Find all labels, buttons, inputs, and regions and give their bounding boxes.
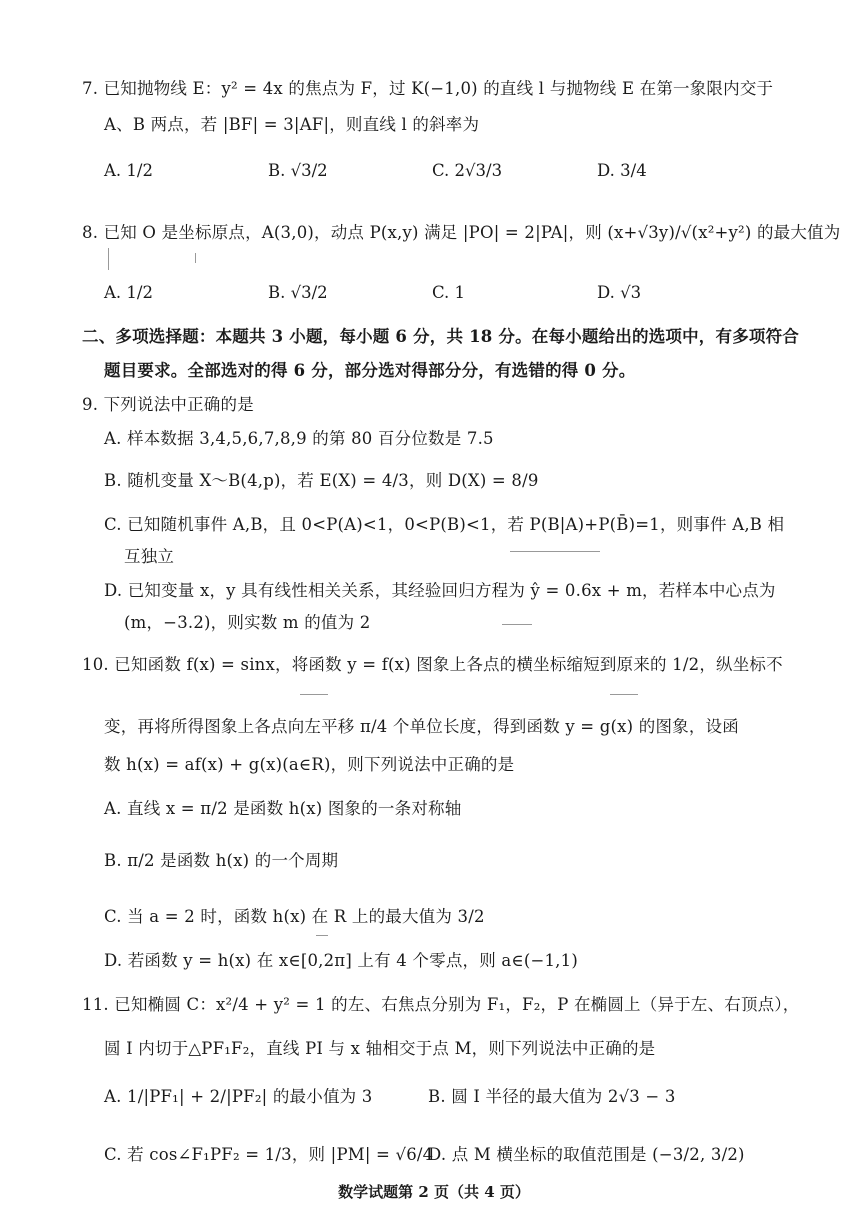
- q8-stem: 8. 已知 O 是坐标原点，A(3,0)，动点 P(x,y) 满足 |PO| = 2|PA|，则 (x+√3y)/√(x²+y²) 的最大值为: [82, 223, 841, 242]
- q7-stem-line2: A、B 两点，若 |BF| = 3|AF|，则直线 l 的斜率为: [104, 115, 480, 134]
- q9-option-c-line2: 互独立: [124, 547, 175, 566]
- q8-option-d: D. √3: [597, 283, 642, 302]
- q7-option-a: A. 1/2: [104, 161, 153, 180]
- q7-stem-line1: 7. 已知抛物线 E：y² = 4x 的焦点为 F，过 K(−1,0) 的直线 l 与抛物线 E 在第一象限内交于: [82, 79, 774, 98]
- q11-option-c: C. 若 cos∠F₁PF₂ = 1/3，则 |PM| = √6/4: [104, 1145, 434, 1164]
- q11-stem-line2: 圆 I 内切于△PF₁F₂，直线 PI 与 x 轴相交于点 M，则下列说法中正确的是: [104, 1039, 656, 1058]
- q7-option-b: B. √3/2: [268, 161, 328, 180]
- q9-option-d-line1: D. 已知变量 x，y 具有线性相关关系，其经验回归方程为 ŷ = 0.6x + m，若样本中心点为: [104, 581, 776, 600]
- scan-mark: [316, 935, 328, 936]
- scan-mark: [610, 694, 638, 695]
- q10-option-a: A. 直线 x = π/2 是函数 h(x) 图象的一条对称轴: [104, 799, 462, 818]
- q10-stem-line1: 10. 已知函数 f(x) = sinx，将函数 y = f(x) 图象上各点的横坐标缩短到原来的 1/2，纵坐标不: [82, 655, 783, 674]
- q8-option-b: B. √3/2: [268, 283, 328, 302]
- scan-mark: [108, 248, 109, 270]
- scan-mark: [502, 624, 532, 625]
- section-heading-line2: 题目要求。全部选对的得 6 分，部分选对得部分分，有选错的得 0 分。: [104, 361, 636, 380]
- q9-option-c-line1: C. 已知随机事件 A,B，且 0<P(A)<1，0<P(B)<1，若 P(B|A)+P(B̄)=1，则事件 A,B 相: [104, 515, 785, 534]
- q10-stem-line2: 变，再将所得图象上各点向左平移 π/4 个单位长度，得到函数 y = g(x) 的图象，设函: [104, 717, 739, 736]
- q11-option-b: B. 圆 I 半径的最大值为 2√3 − 3: [428, 1087, 676, 1106]
- q10-stem-line3: 数 h(x) = af(x) + g(x)(a∈R)，则下列说法中正确的是: [104, 755, 515, 774]
- q7-option-c: C. 2√3/3: [432, 161, 503, 180]
- q11-stem-line1: 11. 已知椭圆 C：x²/4 + y² = 1 的左、右焦点分别为 F₁，F₂，P 在椭圆上（异于左、右顶点），: [82, 995, 800, 1014]
- q9-option-d-line2: (m，−3.2)，则实数 m 的值为 2: [124, 613, 371, 632]
- scan-mark: [300, 694, 328, 695]
- section-heading-line1: 二、多项选择题：本题共 3 小题，每小题 6 分，共 18 分。在每小题给出的选项中，有多项符合: [82, 327, 799, 346]
- q9-option-b: B. 随机变量 X～B(4,p)，若 E(X) = 4/3，则 D(X) = 8/9: [104, 471, 539, 490]
- page-footer: 数学试题第 2 页（共 4 页）: [338, 1183, 530, 1201]
- scan-mark: [510, 551, 600, 552]
- q8-option-a: A. 1/2: [104, 283, 153, 302]
- q10-option-d: D. 若函数 y = h(x) 在 x∈[0,2π] 上有 4 个零点，则 a∈(−1,1): [104, 951, 578, 970]
- q10-option-b: B. π/2 是函数 h(x) 的一个周期: [104, 851, 339, 870]
- q11-option-a: A. 1/|PF₁| + 2/|PF₂| 的最小值为 3: [104, 1087, 373, 1106]
- scan-mark: [195, 253, 196, 263]
- q7-option-d: D. 3/4: [597, 161, 647, 180]
- q9-stem: 9. 下列说法中正确的是: [82, 395, 254, 414]
- q11-option-d: D. 点 M 横坐标的取值范围是 (−3/2, 3/2): [428, 1145, 745, 1164]
- q8-option-c: C. 1: [432, 283, 466, 302]
- q9-option-a: A. 样本数据 3,4,5,6,7,8,9 的第 80 百分位数是 7.5: [104, 429, 494, 448]
- q10-option-c: C. 当 a = 2 时，函数 h(x) 在 R 上的最大值为 3/2: [104, 907, 485, 926]
